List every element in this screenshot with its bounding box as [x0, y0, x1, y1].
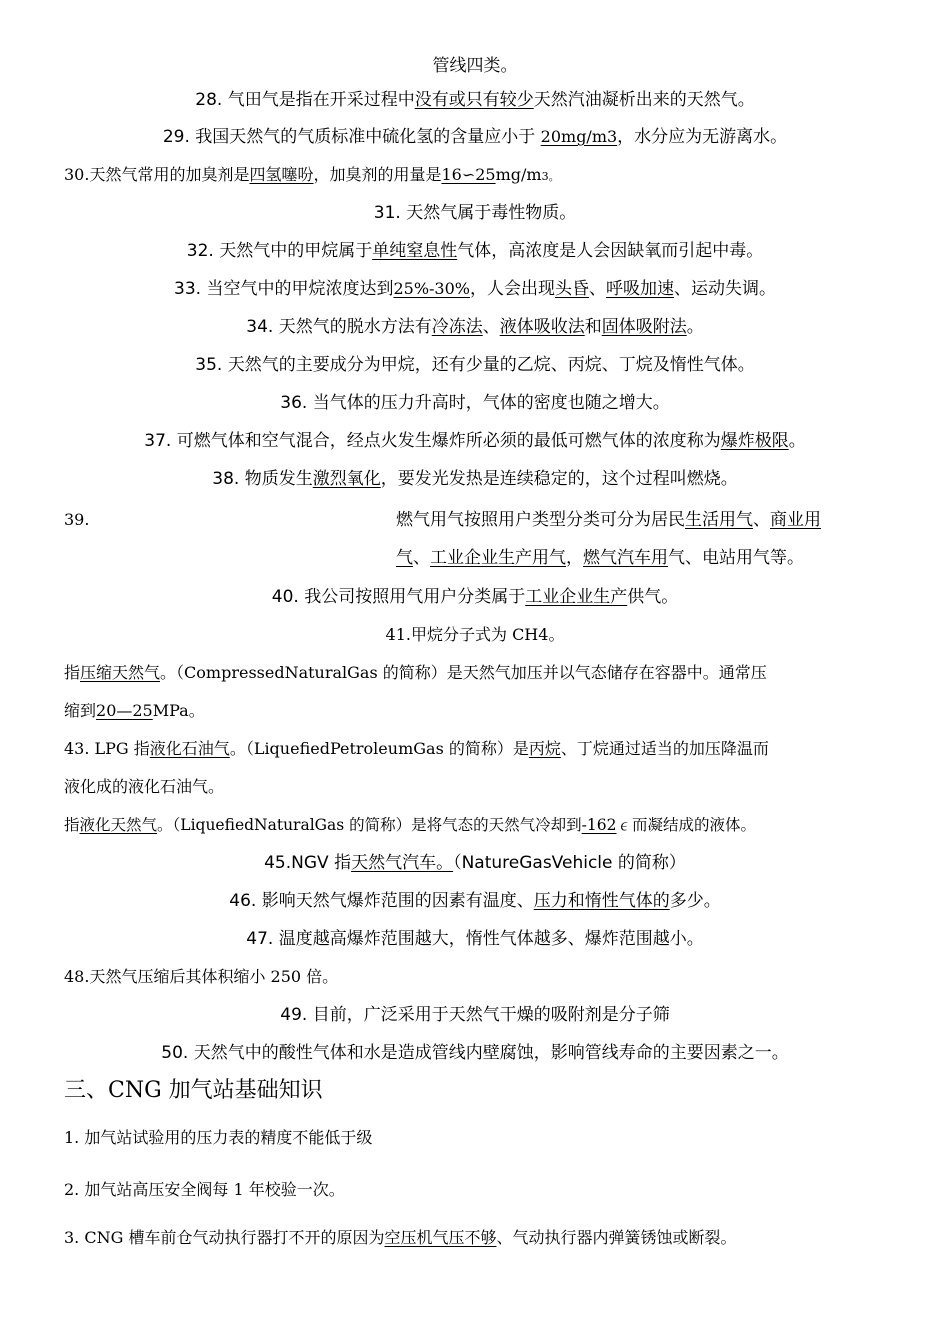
item-45: 45.NGV 指天然气汽车。（NatureGasVehicle 的简称） [264, 853, 686, 873]
item-33: 33. 当空气中的甲烷浓度达到25%-30%，人会出现头昏、呼吸加速、运动失调。 [174, 279, 776, 299]
item-27-cont: 管线四类。 [432, 56, 518, 76]
item-32: 32. 天然气中的甲烷属于单纯窒息性气体，高浓度是人会因缺氧而引起中毒。 [186, 241, 764, 261]
item-49: 49. 目前，广泛采用于天然气干燥的吸附剂是分子筛 [280, 1005, 670, 1025]
item-43-line2: 液化成的液化石油气。 [64, 777, 225, 796]
item-42-line1: 指压缩天然气。（CompressedNaturalGas 的简称）是天然气加压并以气态储存在容器中。通常压 [64, 663, 767, 682]
item-39-number: 39. [64, 510, 90, 529]
item-30: 30.天然气常用的加臭剂是四氢噻吩，加臭剂的用量是16∽25mg/m3。 [64, 165, 560, 184]
cng-item-2: 2. 加气站高压安全阀每 1 年校验一次。 [64, 1180, 345, 1199]
item-28: 28. 气田气是指在开采过程中没有或只有较少天然汽油凝析出来的天然气。 [195, 90, 755, 110]
section-heading-cng: 三、CNG 加气站基础知识 [64, 1078, 323, 1103]
cng-item-1: 1. 加气站试验用的压力表的精度不能低于级 [64, 1128, 373, 1147]
item-39-line1: 燃气用气按照用户类型分类可分为居民生活用气、商业用 [396, 510, 821, 530]
item-37: 37. 可燃气体和空气混合，经点火发生爆炸所必须的最低可燃气体的浓度称为爆炸极限。 [144, 431, 806, 451]
item-46: 46. 影响天然气爆炸范围的因素有温度、压力和惰性气体的多少。 [229, 891, 721, 911]
item-50: 50. 天然气中的酸性气体和水是造成管线内壁腐蚀，影响管线寿命的主要因素之一。 [161, 1043, 789, 1063]
item-41: 41.甲烷分子式为 CH4。 [385, 625, 565, 644]
item-31: 31. 天然气属于毒性物质。 [373, 203, 577, 223]
item-34: 34. 天然气的脱水方法有冷冻法、液体吸收法和固体吸附法。 [246, 317, 704, 337]
item-39-line2: 气、工业企业生产用气，燃气汽车用气、电站用气等。 [396, 548, 804, 568]
item-47: 47. 温度越高爆炸范围越大，惰性气体越多、爆炸范围越小。 [246, 929, 704, 949]
item-48: 48.天然气压缩后其体积缩小 250 倍。 [64, 967, 339, 986]
item-29: 29. 我国天然气的气质标准中硫化氢的含量应小于 20mg/m3，水分应为无游离水。 [162, 127, 788, 147]
item-42-line2: 缩到20—25MPa。 [64, 701, 205, 720]
item-35: 35. 天然气的主要成分为甲烷，还有少量的乙烷、丙烷、丁烷及惰性气体。 [195, 355, 755, 375]
item-36: 36. 当气体的压力升高时，气体的密度也随之增大。 [280, 393, 670, 413]
item-38: 38. 物质发生激烈氧化，要发光发热是连续稳定的，这个过程叫燃烧。 [212, 469, 738, 489]
item-40: 40. 我公司按照用气用户分类属于工业企业生产供气。 [271, 587, 679, 607]
cng-item-3: 3. CNG 槽车前仓气动执行器打不开的原因为空压机气压不够、气动执行器内弹簧锈蚀或断裂。 [64, 1228, 737, 1247]
item-44: 指液化天然气。（LiquefiedNaturalGas 的简称）是将气态的天然气冷却到-162∊而凝结成的液体。 [64, 816, 757, 834]
item-43-line1: 43. LPG 指液化石油气。（LiquefiedPetroleumGas 的简称）是丙烷、丁烷通过适当的加压降温而 [64, 739, 769, 758]
